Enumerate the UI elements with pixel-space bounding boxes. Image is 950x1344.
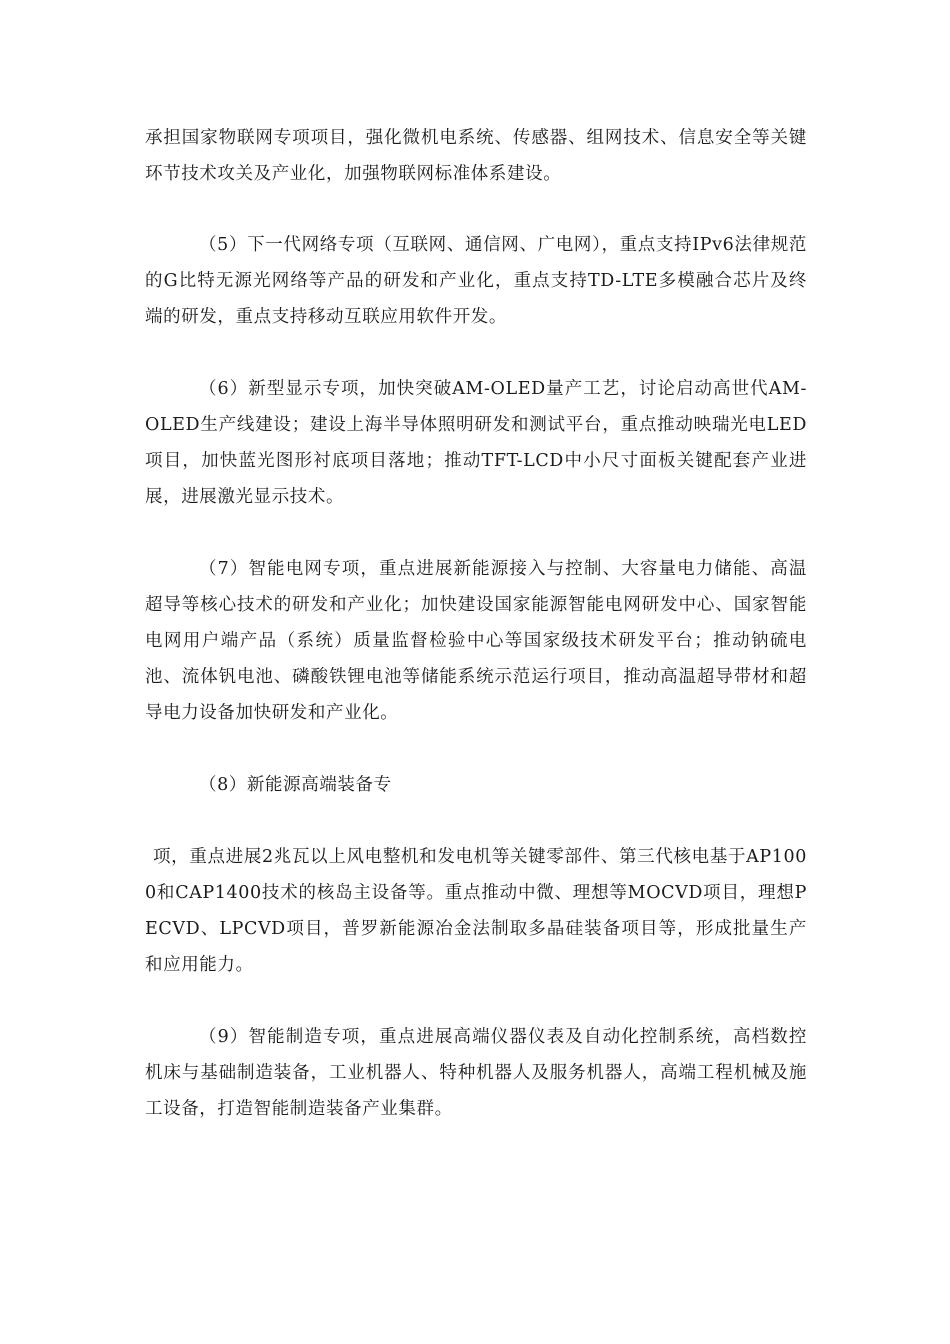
- paragraph-next-gen-network: （5）下一代网络专项（互联网、通信网、广电网），重点支持IPv6法律规范的G比特无源光网络等产品的研发和产业化，重点支持TD-LTE多模融合芯片及终端的研发，重点支持移动互联应用软件开发。: [145, 235, 807, 327]
- paragraph-iot-continuation: 承担国家物联网专项项目，强化微机电系统、传感器、组网技术、信息安全等关键环节技术攻关及产业化，加强物联网标准体系建设。: [145, 128, 807, 184]
- paragraph-smart-grid: （7）智能电网专项，重点进展新能源接入与控制、大容量电力储能、高温超导等核心技术的研发和产业化；加快建设国家能源智能电网研发中心、国家智能电网用户端产品（系统）质量监督检验中心等国家级技术研发平台；推动钠硫电池、流体钒电池、磷酸铁锂电池等储能系统示范运行项目，推动高温超导带材和超导电力设备加快研发和产业化。: [145, 559, 807, 723]
- paragraph-smart-manufacturing: （9）智能制造专项，重点进展高端仪器仪表及自动化控制系统，高档数控机床与基础制造装备，工业机器人、特种机器人及服务机器人，高端工程机械及施工设备，打造智能制造装备产业集群。: [145, 1027, 807, 1119]
- paragraph-new-energy-equipment: 项，重点进展2兆瓦以上风电整机和发电机等关键零部件、第三代核电基于AP1000和CAP1400技术的核岛主设备等。重点推动中微、理想等MOCVD项目，理想PECVD、LPCVD项目，普罗新能源冶金法制取多晶硅装备项目等，形成批量生产和应用能力。: [145, 847, 807, 975]
- paragraph-new-energy-heading: （8）新能源高端装备专: [199, 775, 392, 795]
- paragraph-new-display: （6）新型显示专项，加快突破AM-OLED量产工艺，讨论启动高世代AM-OLED生产线建设；建设上海半导体照明研发和测试平台，重点推动映瑞光电LED项目，加快蓝光图形衬底项目落地；推动TFT-LCD中小尺寸面板关键配套产业进展，进展激光显示技术。: [145, 379, 807, 507]
